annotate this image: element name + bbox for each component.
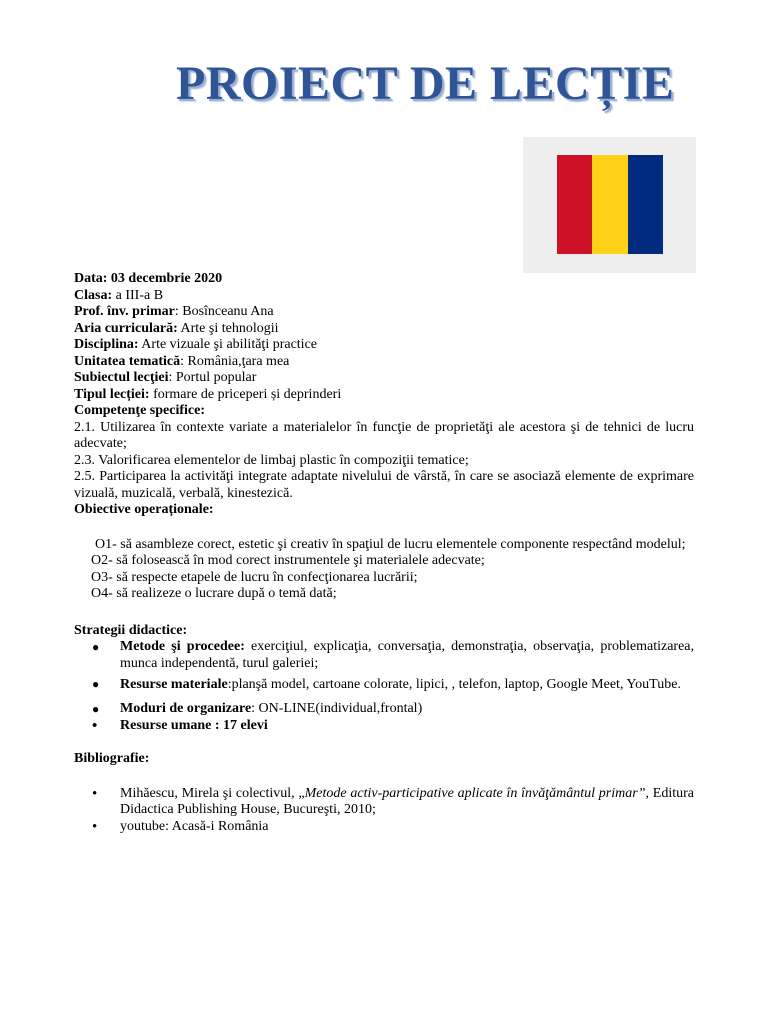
- field-aria: [74, 321, 694, 338]
- bibliografie-heading: Bibliografie:: [74, 751, 150, 766]
- field-disciplina: [74, 337, 694, 354]
- obiective-heading: Obiective operaționale:: [74, 502, 214, 517]
- lesson-date: Data: 03 decembrie 2020: [74, 271, 223, 286]
- bibliografie-item-1: [74, 786, 694, 819]
- strategie-metode: [74, 639, 694, 672]
- field-unitate-label: Unitatea tematică: [74, 353, 181, 369]
- moduri-value: : ON-LINE(individual,frontal): [251, 701, 423, 716]
- field-tip: [74, 387, 694, 404]
- obiectiv-o1: O1- să asambleze corect, estetic şi creativ în spaţiul de lucru elementele componente respectând modelul;: [95, 536, 686, 552]
- resurse-label: Resurse materiale: [120, 677, 228, 692]
- competenta-item: 2.1. Utilizarea în contexte variate a materialelor în funcţie de proprietăţi ale acestora şi de tehnici de lucru adecvate;: [74, 419, 694, 451]
- metode-label: Metode şi procedee:: [120, 639, 245, 654]
- bibliografie-list: [74, 786, 694, 836]
- competenta-item: 2.3. Valorificarea elementelor de limbaj plastic în compoziţii tematice;: [74, 452, 469, 468]
- field-tip-value: formare de priceperi și deprinderi: [149, 386, 342, 402]
- spacer: [74, 768, 694, 786]
- spacer: [74, 734, 694, 751]
- spacer: [74, 519, 694, 537]
- field-aria-label: Aria curriculară:: [74, 320, 178, 336]
- competenta-item: 2.5. Participarea la activităţi integrate adaptate nivelului de vârstă, în care se asociază elemente de exprimare vizuală, muzicală, verbală, kinestezică.: [74, 469, 694, 501]
- lesson-content: [74, 271, 694, 835]
- field-prof: [74, 304, 694, 321]
- moduri-label: Moduri de organizare: [120, 701, 252, 716]
- strategie-resurse: [74, 672, 694, 697]
- obiectiv-o4: O4- să realizeze o lucrare după o temă dată;: [91, 586, 337, 601]
- strategii-list: [74, 639, 694, 718]
- bib1-authors: Mihăescu, Mirela şi colectivul, „: [120, 785, 305, 801]
- field-unitate: [74, 354, 694, 371]
- document-title: PROIECT DE LECȚIE: [176, 57, 675, 110]
- field-subiect-label: Subiectul lecţiei: [74, 370, 169, 385]
- field-aria-value: Arte şi tehnologii: [177, 320, 279, 336]
- flag-stripe-red: [557, 155, 592, 254]
- field-disciplina-value: Arte vizuale şi abilităţi practice: [138, 337, 318, 352]
- strategie-umane: • Resurse umane : 17 elevi: [74, 718, 694, 735]
- field-clasa-value: a III-a B: [112, 287, 164, 303]
- field-clasa-label: Clasa:: [74, 287, 113, 303]
- strategie-moduri: [74, 701, 694, 718]
- competente-heading: Competenţe specifice:: [74, 403, 206, 418]
- bib1-publisher: , Editura Didactica Publishing House, Bucureşti, 2010;: [120, 785, 694, 817]
- metode-value: exerciţiul, explicaţia, conversaţia, demonstraţia, observaţia, problematizarea, munca independentă, turul galeriei;: [120, 639, 695, 671]
- field-prof-value: : Bosînceanu Ana: [174, 304, 274, 319]
- bibliografie-item-2: • youtube: Acasă-i România: [74, 819, 694, 836]
- obiectiv-o3: O3- să respecte etapele de lucru în confecţionarea lucrării;: [91, 569, 418, 585]
- strategii-heading: Strategii didactice:: [74, 622, 188, 638]
- field-prof-label: Prof. înv. primar: [74, 304, 175, 319]
- resurse-value: :planşă model, cartoane colorate, lipici, , telefon, laptop, Google Meet, YouTube.: [227, 677, 681, 692]
- field-disciplina-label: Disciplina:: [74, 337, 139, 352]
- obiectiv-o2: O2- să folosească în mod corect instrumentele şi materialele adecvate;: [91, 553, 485, 568]
- flag-image: [523, 137, 696, 273]
- bib1-title: Metode activ-participative aplicate în învăţământul primar”: [304, 785, 646, 801]
- field-tip-label: Tipul lecției:: [74, 386, 150, 402]
- field-clasa: [74, 288, 694, 305]
- romanian-flag-icon: [557, 155, 663, 254]
- flag-stripe-yellow: [592, 155, 627, 254]
- field-subiect: [74, 370, 694, 387]
- flag-stripe-blue: [628, 155, 663, 254]
- spacer: [74, 603, 694, 623]
- field-unitate-value: : România,ţara mea: [180, 353, 290, 369]
- resurse-umane-list: [74, 718, 694, 735]
- field-subiect-value: : Portul popular: [168, 370, 257, 385]
